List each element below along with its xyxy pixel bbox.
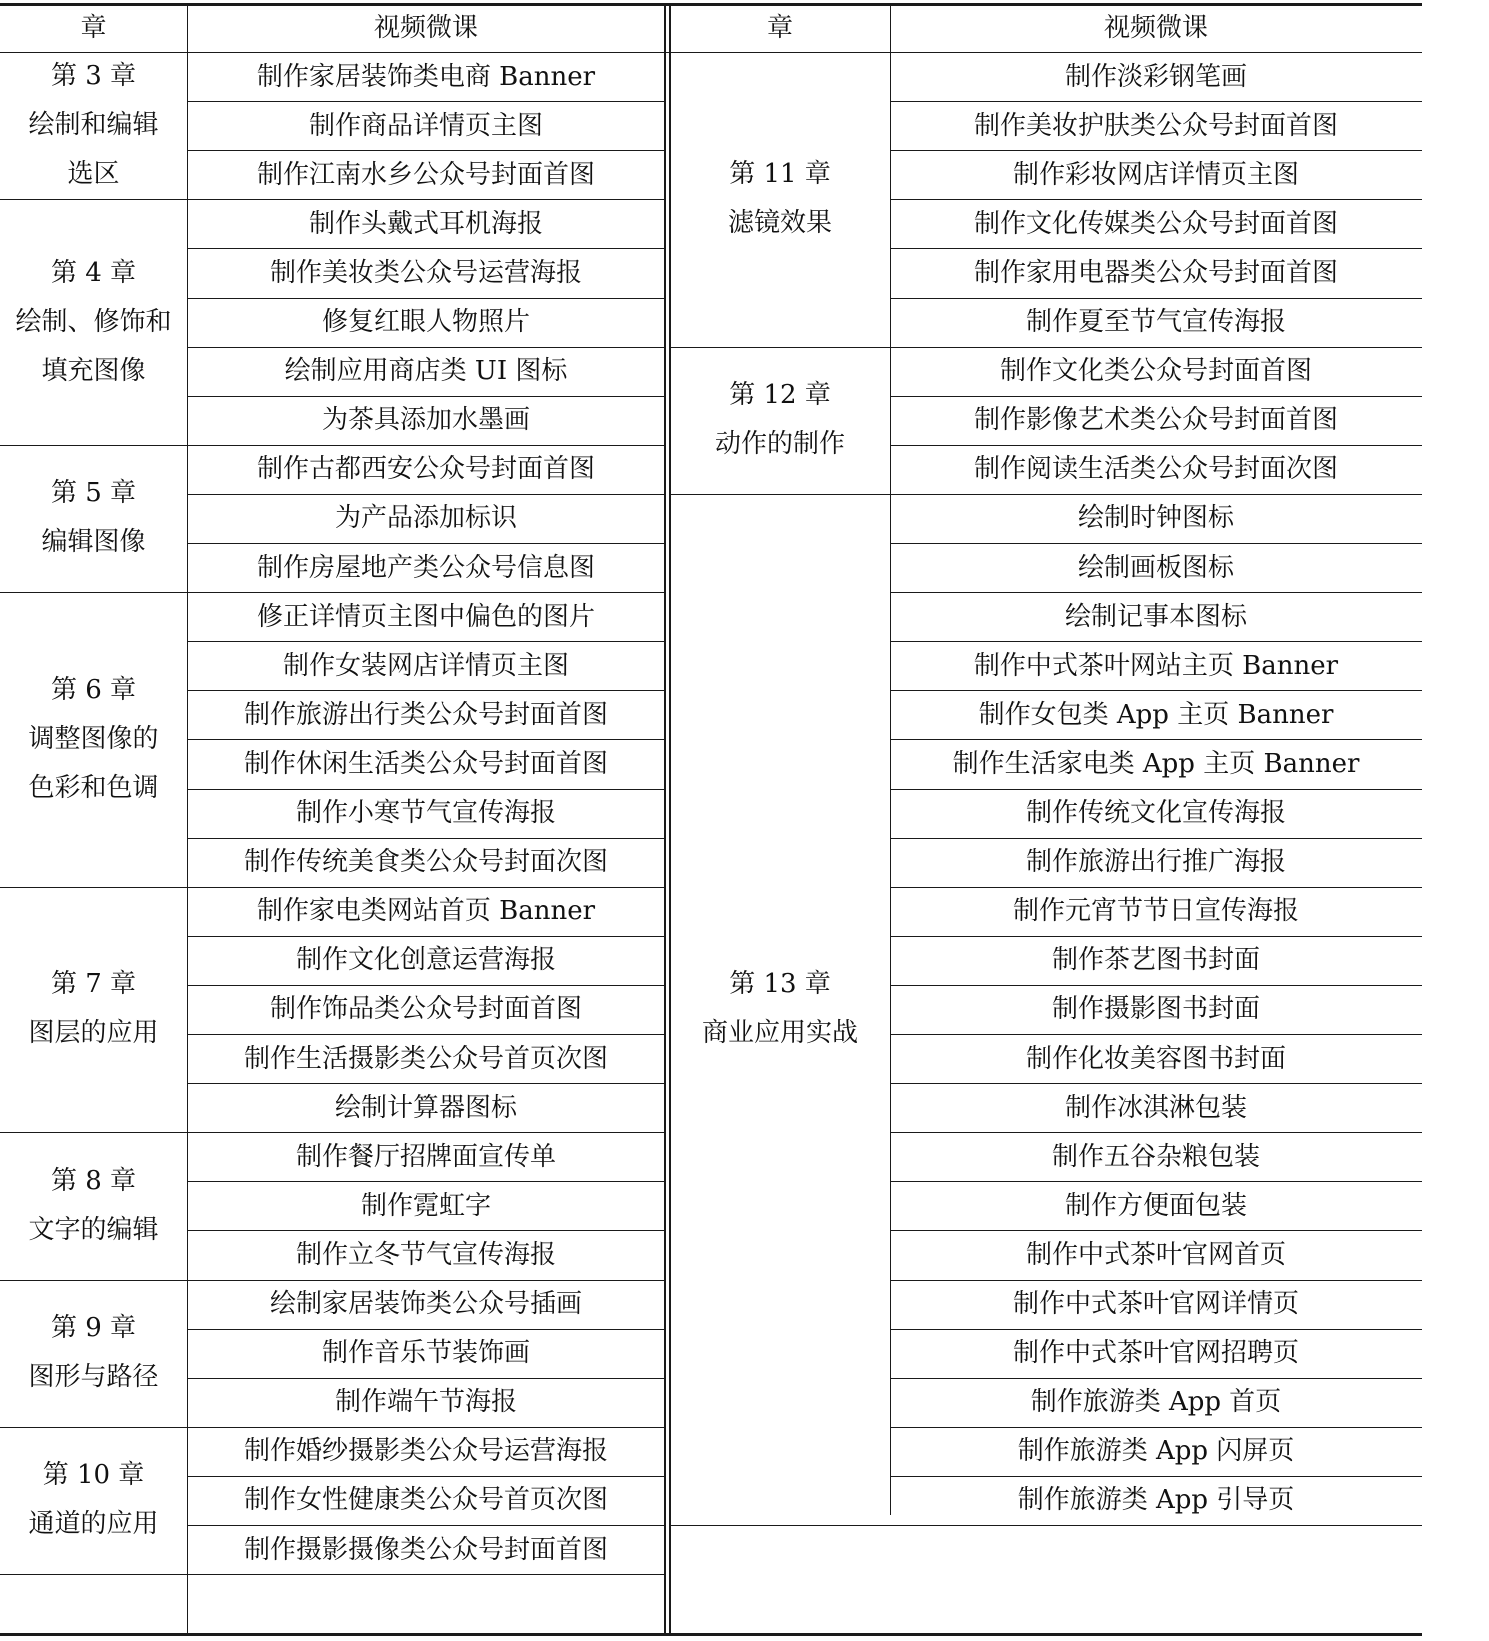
video-lesson-item: 制作餐厅招牌面宣传单 <box>295 1141 556 1172</box>
chapter-title: 图层的应用 <box>28 1018 159 1049</box>
video-lesson-item: 制作淡彩钢笔画 <box>1064 61 1247 92</box>
video-lesson-item: 制作旅游出行推广海报 <box>1025 847 1286 878</box>
chapter-title: 滤镜效果 <box>727 208 832 239</box>
row-rule <box>890 1230 1422 1231</box>
video-lesson-item: 制作生活家电类 App 主页 Banner <box>952 748 1360 779</box>
row-rule <box>890 1083 1422 1084</box>
row-rule <box>890 739 1422 740</box>
chapter-cell <box>670 347 890 494</box>
row-rule <box>187 1476 665 1477</box>
row-rule <box>187 248 665 249</box>
row-rule <box>890 543 1422 544</box>
chapter-cell <box>0 1132 187 1279</box>
video-lesson-item: 制作美妆护肤类公众号封面首图 <box>973 110 1338 141</box>
row-rule <box>890 1034 1422 1035</box>
video-lesson-item: 制作传统文化宣传海报 <box>1025 798 1286 829</box>
row-rule <box>890 1378 1422 1379</box>
chapter-title: 商业应用实战 <box>701 1018 858 1049</box>
video-lesson-item: 制作端午节海报 <box>334 1387 517 1418</box>
row-rule <box>187 396 665 397</box>
video-lesson-item: 制作五谷杂粮包装 <box>1051 1141 1260 1172</box>
row-rule <box>890 150 1422 151</box>
header-video-right: 视频微课 <box>1103 12 1208 43</box>
row-rule <box>890 690 1422 691</box>
row-rule <box>187 1181 665 1182</box>
chapter-cell <box>0 592 187 887</box>
row-rule <box>890 887 1422 888</box>
video-lesson-item: 制作元宵节节日宣传海报 <box>1012 896 1299 927</box>
row-rule <box>187 1378 665 1379</box>
video-lesson-item: 绘制应用商店类 UI 图标 <box>284 356 568 387</box>
video-lesson-item: 制作文化创意运营海报 <box>295 945 556 976</box>
video-lesson-item: 制作生活摄影类公众号首页次图 <box>243 1043 608 1074</box>
table-bottom-rule <box>0 1633 1422 1636</box>
video-lesson-item: 制作摄影摄像类公众号封面首图 <box>243 1534 608 1565</box>
chapter-number: 第 13 章 <box>729 969 831 1000</box>
video-lesson-item: 制作立冬节气宣传海报 <box>295 1239 556 1270</box>
video-lesson-item: 绘制家居装饰类公众号插画 <box>269 1289 582 1320</box>
video-lesson-item: 制作传统美食类公众号封面次图 <box>243 847 608 878</box>
video-lesson-item: 制作中式茶叶官网招聘页 <box>1012 1338 1299 1369</box>
row-rule <box>890 1476 1422 1477</box>
chapter-cell <box>0 1427 187 1574</box>
video-lesson-item: 制作音乐节装饰画 <box>321 1338 530 1369</box>
chapter-number: 第 11 章 <box>729 159 831 190</box>
chapter-cell <box>0 52 187 199</box>
video-lesson-item: 制作影像艺术类公众号封面首图 <box>973 405 1338 436</box>
chapter-title: 色彩和色调 <box>28 772 159 803</box>
row-rule <box>890 1280 1422 1281</box>
row-rule <box>890 396 1422 397</box>
row-rule <box>890 1132 1422 1133</box>
chapter-cell <box>0 887 187 1133</box>
header-chapter-right: 章 <box>766 12 793 43</box>
row-rule <box>187 641 665 642</box>
video-lesson-item: 制作家居装饰类电商 Banner <box>256 61 596 92</box>
header-video-left: 视频微课 <box>373 12 478 43</box>
chapter-title: 调整图像的 <box>28 723 159 754</box>
chapter-number: 第 8 章 <box>50 1165 137 1196</box>
video-lesson-item: 制作家用电器类公众号封面首图 <box>973 257 1338 288</box>
video-lesson-item: 修正详情页主图中偏色的图片 <box>256 601 595 632</box>
row-rule <box>187 1525 665 1526</box>
video-lesson-item: 为产品添加标识 <box>334 503 517 534</box>
video-lesson-item: 制作女性健康类公众号首页次图 <box>243 1485 608 1516</box>
video-lesson-item: 制作房屋地产类公众号信息图 <box>256 552 595 583</box>
video-lesson-item: 绘制记事本图标 <box>1064 601 1247 632</box>
row-rule <box>890 838 1422 839</box>
row-rule <box>890 1427 1422 1428</box>
row-rule <box>187 789 665 790</box>
row-rule <box>187 101 665 102</box>
video-lesson-item: 制作文化类公众号封面首图 <box>999 356 1312 387</box>
video-lesson-item: 制作夏至节气宣传海报 <box>1025 307 1286 338</box>
row-rule <box>187 494 665 495</box>
chapter-number: 第 9 章 <box>50 1313 137 1344</box>
video-lesson-item: 制作摄影图书封面 <box>1051 994 1260 1025</box>
video-lesson-item: 制作中式茶叶网站主页 Banner <box>973 650 1339 681</box>
row-rule <box>890 641 1422 642</box>
chapter-title: 填充图像 <box>41 355 146 386</box>
video-lesson-item: 制作中式茶叶官网首页 <box>1025 1239 1286 1270</box>
chapter-number: 第 7 章 <box>50 969 137 1000</box>
chapter-title: 动作的制作 <box>714 429 845 460</box>
row-rule <box>187 1329 665 1330</box>
video-lesson-item: 制作霓虹字 <box>360 1190 491 1221</box>
chapter-title: 编辑图像 <box>41 527 146 558</box>
chapter-title: 通道的应用 <box>28 1509 159 1540</box>
chapter-cell <box>670 494 890 1525</box>
chapter-cell <box>0 199 187 445</box>
row-rule <box>187 838 665 839</box>
chapter-number: 第 3 章 <box>50 61 137 92</box>
row-rule <box>890 1181 1422 1182</box>
video-lesson-item: 制作古都西安公众号封面首图 <box>256 454 595 485</box>
row-rule <box>187 739 665 740</box>
video-lesson-item: 制作阅读生活类公众号封面次图 <box>973 454 1338 485</box>
video-lesson-item: 修复红眼人物照片 <box>321 307 530 338</box>
row-rule <box>890 985 1422 986</box>
video-lesson-item: 制作彩妆网店详情页主图 <box>1012 159 1299 190</box>
chapter-number: 第 6 章 <box>50 674 137 705</box>
row-rule <box>890 592 1422 593</box>
video-lesson-item: 制作旅游类 App 闪屏页 <box>1017 1436 1295 1467</box>
video-lesson-item: 制作美妆类公众号运营海报 <box>269 257 582 288</box>
row-rule <box>890 248 1422 249</box>
chapter-title: 图形与路径 <box>28 1362 159 1393</box>
video-lesson-item: 为茶具添加水墨画 <box>321 405 530 436</box>
video-lesson-item: 制作旅游出行类公众号封面首图 <box>243 699 608 730</box>
row-rule <box>890 936 1422 937</box>
video-lesson-item: 制作中式茶叶官网详情页 <box>1012 1289 1299 1320</box>
chapter-title: 文字的编辑 <box>28 1214 159 1245</box>
chapter-cell <box>670 52 890 347</box>
video-lesson-item: 制作冰淇淋包装 <box>1064 1092 1247 1123</box>
chapter-cell <box>0 1280 187 1427</box>
row-rule <box>187 1034 665 1035</box>
row-rule <box>187 298 665 299</box>
row-rule <box>187 1230 665 1231</box>
video-lesson-item: 制作化妆美容图书封面 <box>1025 1043 1286 1074</box>
header-chapter-left: 章 <box>80 12 107 43</box>
chapter-number: 第 4 章 <box>50 257 137 288</box>
group-rule <box>670 1525 1422 1526</box>
video-lesson-item: 绘制时钟图标 <box>1077 503 1234 534</box>
chapter-title: 绘制和编辑 <box>28 110 159 141</box>
group-rule <box>0 1574 665 1575</box>
row-rule <box>187 347 665 348</box>
row-rule <box>187 1083 665 1084</box>
video-lesson-item: 制作家电类网站首页 Banner <box>256 896 596 927</box>
row-rule <box>187 985 665 986</box>
video-lesson-item: 制作文化传媒类公众号封面首图 <box>973 208 1338 239</box>
video-lesson-item: 制作小寒节气宣传海报 <box>295 798 556 829</box>
row-rule <box>890 789 1422 790</box>
chapter-title: 选区 <box>67 159 120 190</box>
video-lesson-item: 制作婚纱摄影类公众号运营海报 <box>243 1436 608 1467</box>
video-lesson-item: 制作饰品类公众号封面首图 <box>269 994 582 1025</box>
video-lesson-item: 制作方便面包装 <box>1064 1190 1247 1221</box>
row-rule <box>187 690 665 691</box>
chapter-number: 第 10 章 <box>42 1460 145 1491</box>
row-rule <box>187 936 665 937</box>
row-rule <box>890 199 1422 200</box>
row-rule <box>890 1329 1422 1330</box>
video-lesson-item: 制作茶艺图书封面 <box>1051 945 1260 976</box>
video-lesson-item: 制作商品详情页主图 <box>308 110 543 141</box>
video-lesson-item: 制作头戴式耳机海报 <box>308 208 543 239</box>
chapter-cell <box>0 445 187 592</box>
video-lesson-item: 绘制计算器图标 <box>334 1092 517 1123</box>
video-lesson-item: 制作旅游类 App 首页 <box>1030 1387 1282 1418</box>
row-rule <box>187 150 665 151</box>
video-lesson-item: 制作女包类 App 主页 Banner <box>978 699 1334 730</box>
video-lesson-item: 制作休闲生活类公众号封面首图 <box>243 748 608 779</box>
chapter-number: 第 5 章 <box>50 478 137 509</box>
video-lesson-item: 制作女装网店详情页主图 <box>282 650 569 681</box>
row-rule <box>890 298 1422 299</box>
video-lesson-item: 绘制画板图标 <box>1077 552 1234 583</box>
chapter-title: 绘制、修饰和 <box>15 306 172 337</box>
row-rule <box>187 543 665 544</box>
course-table <box>0 3 1489 1636</box>
video-lesson-item: 制作江南水乡公众号封面首图 <box>256 159 595 190</box>
chapter-number: 第 12 章 <box>729 380 831 411</box>
row-rule <box>890 101 1422 102</box>
row-rule <box>890 445 1422 446</box>
video-lesson-item: 制作旅游类 App 引导页 <box>1017 1485 1295 1516</box>
